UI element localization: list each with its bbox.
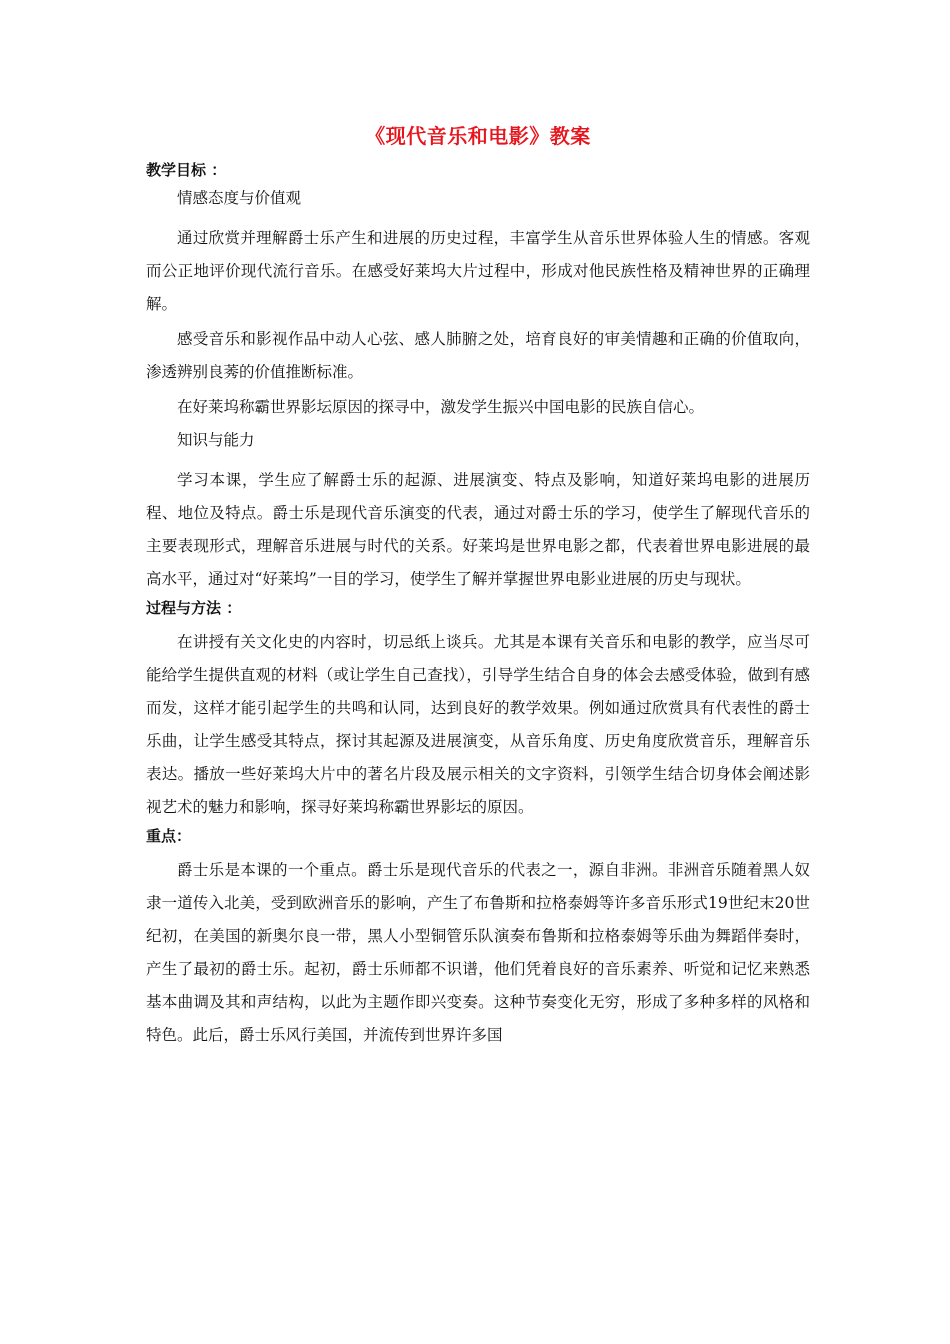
key-points-heading: 重点：: [146, 827, 192, 845]
attitude-paragraph: 通过欣赏并理解爵士乐产生和进展的历史过程，丰富学生从音乐世界体验人生的情感。客观而公正地评价现代流行音乐。在感受好莱坞大片过程中，形成对他民族性格及精神世界的正确理解。: [146, 229, 810, 313]
knowledge-subheading: 知识与能力: [177, 431, 255, 449]
document-title: 《现代音乐和电影》教案: [365, 124, 591, 148]
document-page: [146, 118, 810, 1054]
knowledge-paragraph: 学习本课，学生应了解爵士乐的起源、进展演变、特点及影响，知道好莱坞电影的进展历程、地位及特点。爵士乐是现代音乐演变的代表，通过对爵士乐的学习，使学生了解现代音乐的主要表现形式，理解音乐进展与时代的关系。好莱坞是世界电影之都，代表着世界电影进展的最高水平，通过对“好莱坞”一目的学习，使学生了解并掌握世界电影业进展的历史与现状。: [146, 471, 810, 588]
attitude-paragraph: 感受音乐和影视作品中动人心弦、感人肺腑之处，培育良好的审美情趣和正确的价值取向，渗透辨别良莠的价值推断标准。: [146, 330, 810, 381]
objectives-heading: 教学目标 ：: [146, 161, 227, 179]
attitude-paragraph: 在好莱坞称霸世界影坛原因的探寻中，激发学生振兴中国电影的民族自信心。: [177, 398, 705, 416]
attitude-subheading: 情感态度与价值观: [177, 189, 302, 207]
process-paragraph: 在讲授有关文化史的内容时，切忌纸上谈兵。尤其是本课有关音乐和电影的教学，应当尽可能给学生提供直观的材料（或让学生自己查找），引导学生结合自身的体会去感受体验，做到有感而发，这样才能引起学生的共鸣和认同，达到良好的教学效果。例如通过欣赏具有代表性的爵士乐曲，让学生感受其特点，探讨其起源及进展演变，从音乐角度、历史角度欣赏音乐，理解音乐表达。播放一些好莱坞大片中的著名片段及展示相关的文字资料，引领学生结合切身体会阐述影视艺术的魅力和影响，探寻好莱坞称霸世界影坛的原因。: [146, 633, 810, 816]
key-points-paragraph: 爵士乐是本课的一个重点。爵士乐是现代音乐的代表之一，源自非洲。非洲音乐随着黑人奴隶一道传入北美，受到欧洲音乐的影响，产生了布鲁斯和拉格泰姆等许多音乐形式19世纪末20世纪初，在美国的新奥尔良一带，黑人小型铜管乐队演奏布鲁斯和拉格泰姆等乐曲为舞蹈伴奏时，产生了最初的爵士乐。起初，爵士乐师都不识谱，他们凭着良好的音乐素养、听觉和记忆来熟悉基本曲调及其和声结构，以此为主题作即兴变奏。这种节奏变化无穷，形成了多种多样的风格和特色。此后，爵士乐风行美国，并流传到世界许多国: [146, 861, 810, 1044]
process-heading: 过程与方法 ：: [146, 599, 242, 617]
